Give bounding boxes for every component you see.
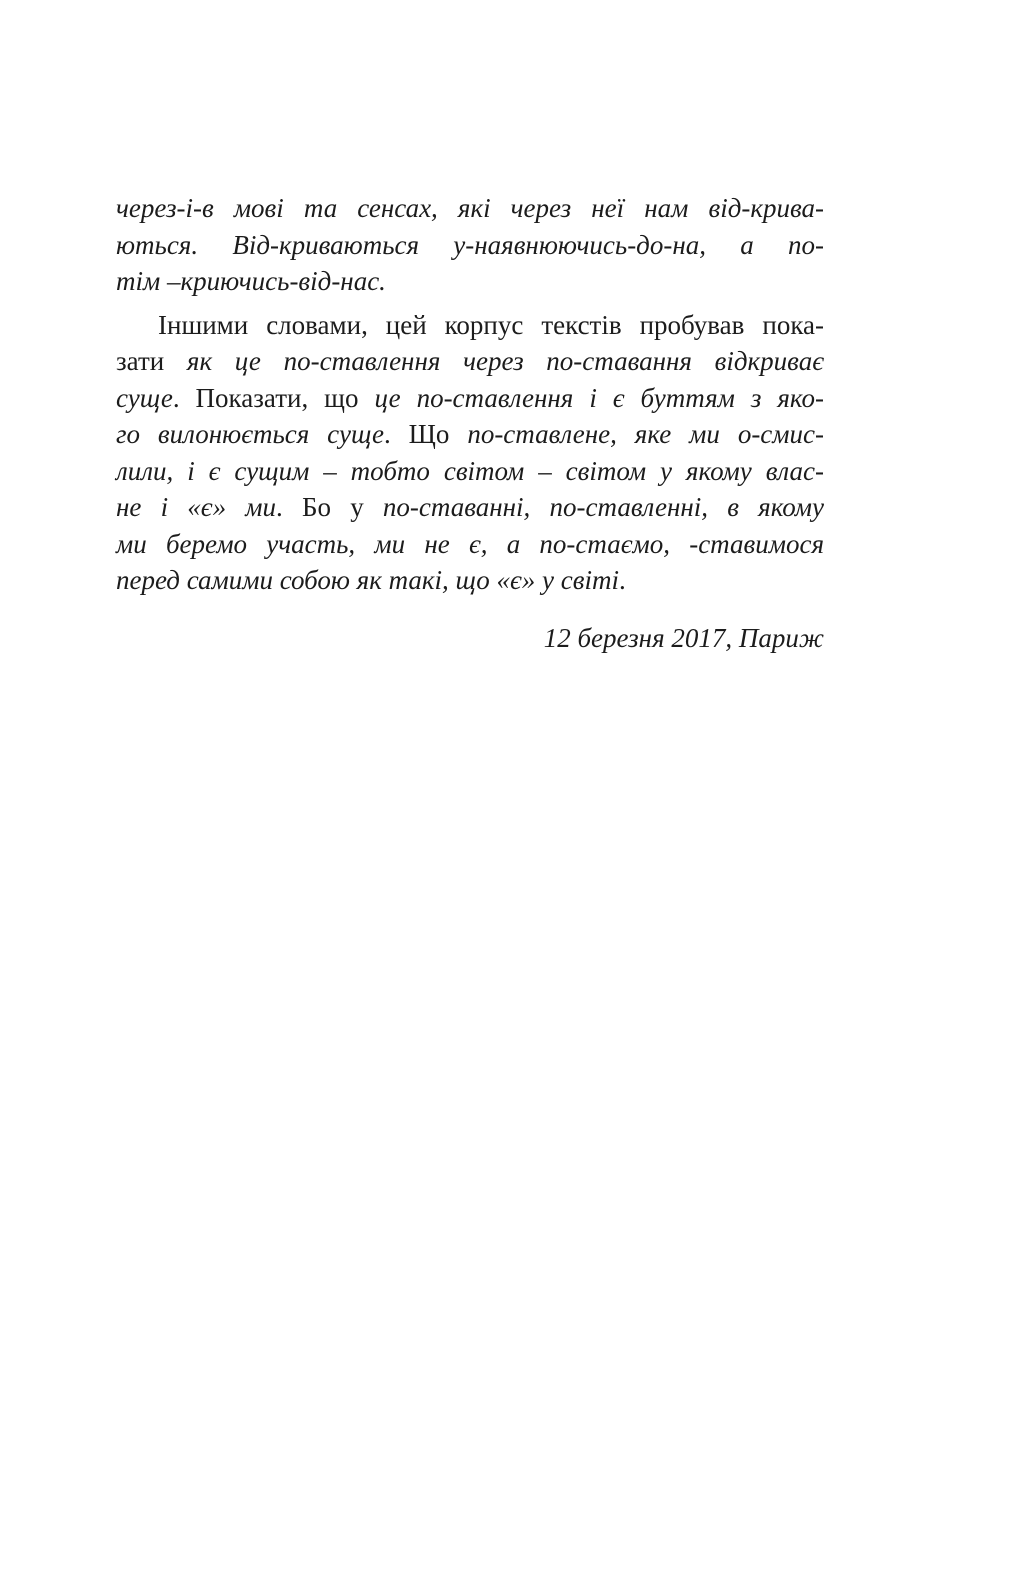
italic-run: го вилонюється суще — [116, 419, 385, 449]
italic-run: перед самими собою як такі, що «є» у світі — [116, 565, 619, 595]
text-line — [116, 307, 824, 344]
italic-run: це по-ставлення і є буттям з яко- — [374, 382, 824, 413]
italic-run: ються. Від-криваються у-наявнюючись-до-на, а по- — [116, 229, 824, 260]
paragraph-gap — [116, 300, 824, 307]
italic-run: по-ставанні, по-ставленні, в якому — [382, 492, 824, 522]
text-line — [116, 489, 824, 526]
text-line — [116, 526, 824, 563]
roman-run: Іншими словами, цей корпус текстів пробував пока- — [158, 309, 824, 340]
text-line — [116, 453, 824, 490]
body-text — [116, 190, 824, 599]
roman-run: . — [618, 565, 626, 595]
italic-run: ми беремо участь, ми не є, а по-стаємо, -ставимося — [116, 528, 824, 559]
italic-run: тім –криючись-від-нас. — [116, 266, 386, 296]
text-line — [116, 263, 824, 300]
italic-run: не і «є» ми — [116, 492, 277, 522]
date-place-signature: 12 березня 2017, Париж — [543, 623, 824, 653]
paragraph-continuation — [116, 190, 824, 300]
roman-run: зати — [116, 346, 187, 376]
italic-run: через-і-в мові та сенсах, які через неї нам від-крива- — [116, 193, 824, 223]
text-line — [116, 562, 824, 599]
text-line — [116, 227, 824, 264]
italic-run: по-ставлене, яке ми о-смис- — [467, 419, 824, 449]
roman-run: . Показати, що — [172, 382, 375, 413]
italic-run: суще — [116, 382, 173, 413]
italic-run: як це по-ставлення через по-ставання відкриває — [186, 346, 824, 376]
roman-run: . Що — [384, 419, 468, 449]
italic-run: лили, і є сущим – тобто світом – світом у якому влас- — [116, 455, 824, 486]
text-line — [116, 190, 824, 227]
text-line — [116, 343, 824, 380]
text-line — [116, 380, 824, 417]
roman-run: . Бо у — [276, 492, 383, 522]
text-line — [116, 416, 824, 453]
paragraph-main — [116, 307, 824, 599]
